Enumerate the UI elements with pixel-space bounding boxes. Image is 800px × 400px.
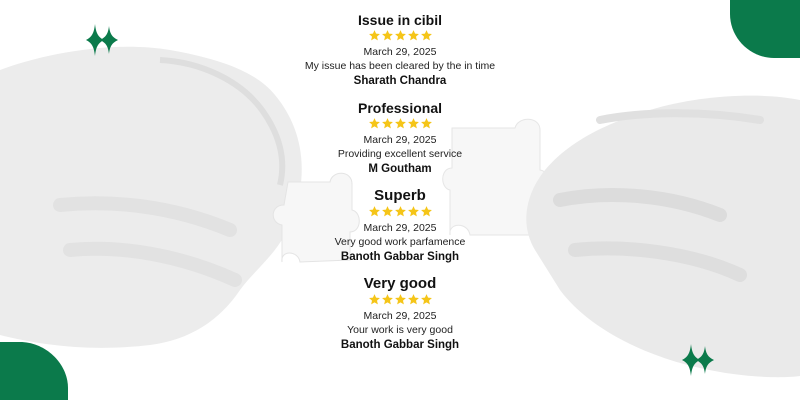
- review-author: Banoth Gabbar Singh: [340, 251, 460, 263]
- review-date: March 29, 2025: [363, 222, 437, 234]
- sparkle-icon: [84, 22, 120, 58]
- sparkle-icon: [680, 342, 716, 378]
- review-text: Very good work parfamence: [334, 236, 466, 248]
- star-rating: [368, 117, 433, 133]
- star-icon: [420, 293, 433, 306]
- review-title: Very good: [363, 275, 437, 292]
- review-author: Sharath Chandra: [353, 75, 447, 87]
- corner-decoration-bottom-left: [0, 342, 68, 400]
- star-icon: [407, 293, 420, 306]
- review-title: Superb: [374, 187, 426, 204]
- star-icon: [407, 117, 420, 130]
- review-author: Banoth Gabbar Singh: [340, 339, 460, 351]
- review-title: Professional: [357, 100, 443, 116]
- review-date: March 29, 2025: [363, 46, 437, 58]
- star-icon: [394, 293, 407, 306]
- star-icon: [420, 29, 433, 42]
- star-icon: [381, 205, 394, 218]
- review-text: My issue has been cleared by the in time: [304, 60, 496, 72]
- star-icon: [381, 29, 394, 42]
- review-date: March 29, 2025: [363, 134, 437, 146]
- review-title: Issue in cibil: [357, 12, 443, 28]
- star-icon: [394, 117, 407, 130]
- review-text: Your work is very good: [347, 324, 453, 336]
- star-icon: [381, 293, 394, 306]
- star-icon: [420, 205, 433, 218]
- review-card: [250, 184, 550, 272]
- star-icon: [368, 293, 381, 306]
- star-icon: [394, 205, 407, 218]
- corner-decoration-top-right: [730, 0, 800, 58]
- star-icon: [394, 29, 407, 42]
- star-icon: [420, 117, 433, 130]
- reviews-list: [250, 8, 550, 360]
- star-rating: [368, 205, 433, 221]
- star-icon: [407, 205, 420, 218]
- right-hand: [526, 96, 800, 378]
- review-card: [250, 272, 550, 360]
- review-author: M Goutham: [368, 163, 432, 175]
- review-date: March 29, 2025: [363, 310, 437, 322]
- review-card: [250, 96, 550, 184]
- star-icon: [407, 29, 420, 42]
- star-icon: [368, 205, 381, 218]
- review-text: Providing excellent service: [337, 148, 463, 160]
- star-icon: [368, 29, 381, 42]
- star-rating: [368, 29, 433, 45]
- review-card: [250, 8, 550, 96]
- star-rating: [368, 293, 433, 309]
- star-icon: [368, 117, 381, 130]
- star-icon: [381, 117, 394, 130]
